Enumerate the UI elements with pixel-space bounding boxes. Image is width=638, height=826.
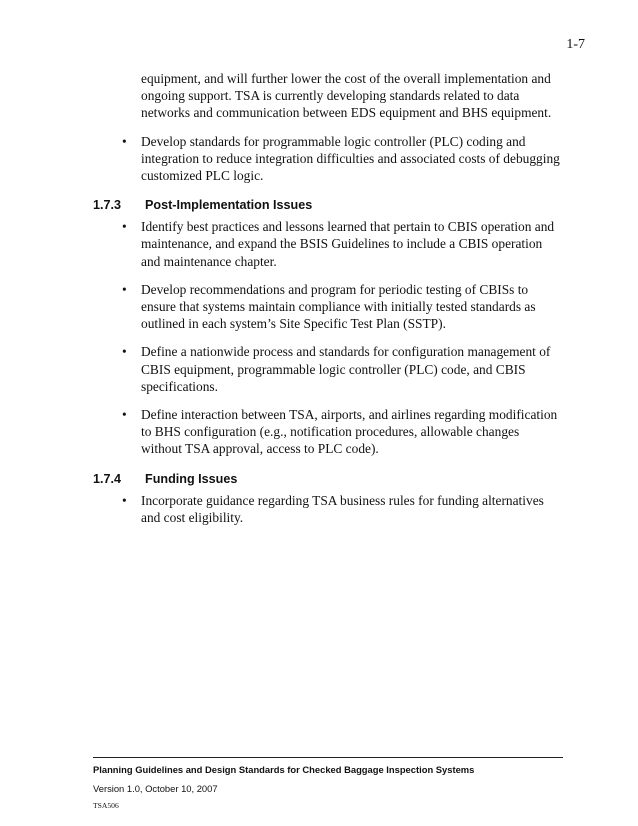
- section-number: 1.7.3: [93, 198, 122, 213]
- bullet-marker: •: [122, 492, 127, 508]
- bullet-text: Identify best practices and lessons learned that pertain to CBIS operation and maintenance, and expand the BSIS Guidelines to include a CBIS operation and maintenance chapter.: [141, 219, 555, 269]
- footer-version: Version 1.0, October 10, 2007: [93, 783, 218, 794]
- section-heading-funding: [93, 471, 638, 487]
- section-heading-post-implementation: [93, 197, 638, 213]
- continuation-paragraph: equipment, and will further lower the cost of the overall implementation and ongoing support. TSA is currently developing standards related to data networks and communication between EDS equipment and BHS equipment.: [141, 71, 552, 121]
- bullet-item: [122, 492, 562, 526]
- bullet-item: [122, 406, 562, 458]
- footer-document-code: TSA506: [93, 801, 119, 810]
- bullet-item: [122, 218, 562, 270]
- bullet-item: [122, 343, 562, 395]
- bullet-text: Incorporate guidance regarding TSA business rules for funding alternatives and cost eligibility.: [141, 492, 544, 525]
- footer-divider: [93, 757, 563, 758]
- bullet-item: [122, 133, 562, 185]
- bullet-marker: •: [122, 344, 127, 360]
- section-title: Post-Implementation Issues: [145, 198, 313, 213]
- bullet-marker: •: [122, 281, 127, 297]
- page-number: 1-7: [566, 37, 585, 52]
- bullet-text: Develop standards for programmable logic controller (PLC) coding and integration to reduce integration difficulties and associated costs of debugging customized PLC logic.: [141, 133, 560, 184]
- bullet-marker: •: [122, 133, 127, 149]
- bullet-text: Define interaction between TSA, airports, and airlines regarding modification to BHS configuration (e.g., notification procedures, allowable changes without TSA approval, access to PLC code).: [141, 407, 558, 457]
- section-number: 1.7.4: [93, 471, 122, 486]
- bullet-item: [122, 281, 562, 333]
- bullet-marker: •: [122, 407, 127, 423]
- bullet-text: Define a nationwide process and standards for configuration management of CBIS equipment, programmable logic controller (PLC) code, and CBIS specifications.: [141, 344, 551, 394]
- bullet-text: Develop recommendations and program for periodic testing of CBISs to ensure that systems maintain compliance with initially tested standards as outlined in each system’s Site Specific Test Plan (SSTP).: [141, 281, 536, 332]
- section-title: Funding Issues: [145, 471, 238, 486]
- bullet-marker: •: [122, 219, 127, 235]
- footer-document-title: Planning Guidelines and Design Standards for Checked Baggage Inspection Systems: [93, 764, 475, 775]
- page-content: [0, 70, 638, 526]
